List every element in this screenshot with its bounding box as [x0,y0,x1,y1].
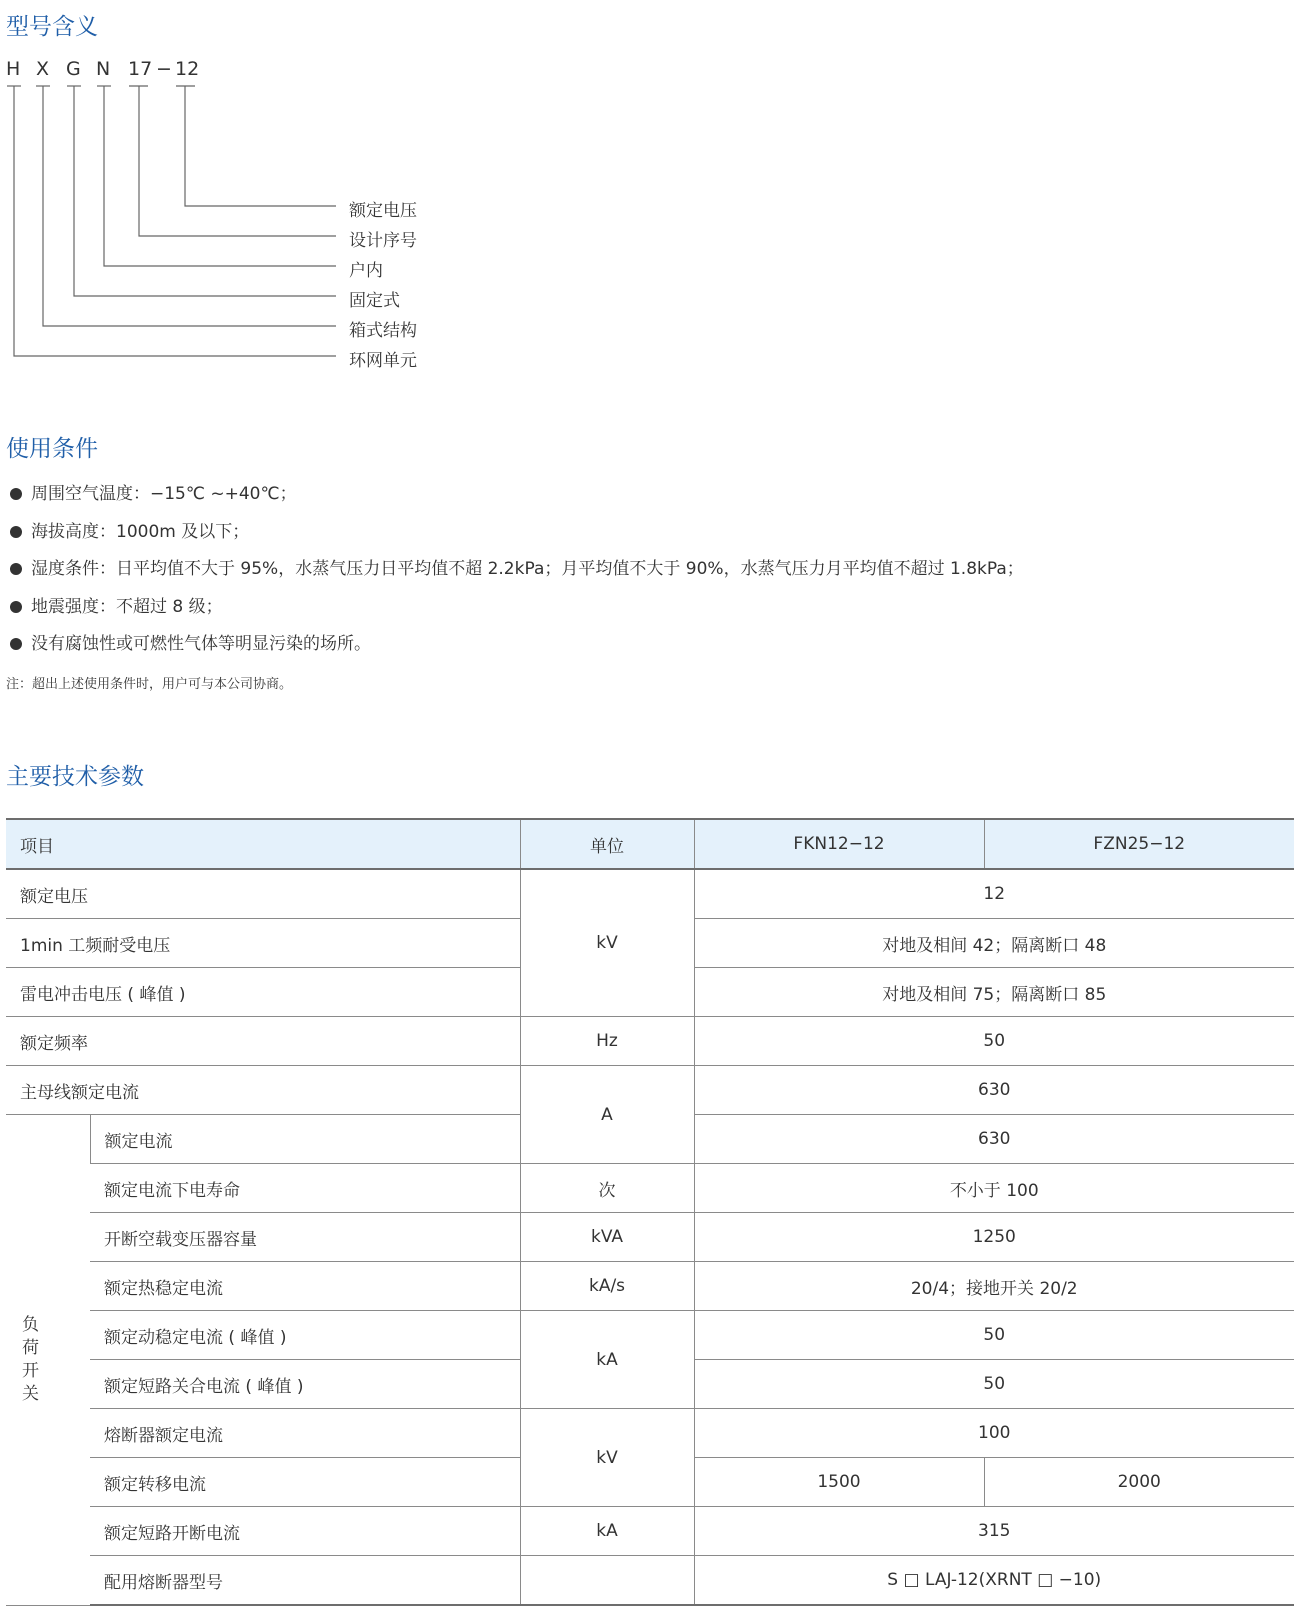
table-row [6,1213,1294,1262]
meaning-design-number: 设计序号 [349,231,417,251]
row-unit: kVA [520,1213,694,1262]
row-value: 1250 [694,1213,1294,1262]
params-table [6,818,1294,1606]
row-value: 50 [694,1360,1294,1409]
code-letter-g: G [66,58,81,80]
code-dash: − [156,58,172,80]
row-unit: Hz [520,1017,694,1066]
row-value-fzn: 2000 [984,1458,1294,1507]
bullet-icon [10,601,22,613]
row-item: 额定热稳定电流 [90,1262,520,1311]
model-code-leader-lines [0,0,360,370]
row-item: 配用熔断器型号 [90,1556,520,1606]
row-unit: kA [520,1507,694,1556]
meaning-rated-voltage: 额定电压 [349,201,417,221]
list-item [8,634,1024,672]
table-row [6,1262,1294,1311]
model-meaning-title: 型号含义 [6,14,98,40]
code-letter-h: H [6,58,21,80]
table-row [6,1409,1294,1458]
bullet-icon [10,488,22,500]
condition-text: 海拔高度：1000m 及以下； [31,521,250,542]
row-unit: kV [520,869,694,1017]
row-unit [520,1556,694,1606]
row-unit: kA [520,1311,694,1409]
row-value: 315 [694,1507,1294,1556]
row-value: 20/4；接地开关 20/2 [694,1262,1294,1311]
row-unit: kV [520,1409,694,1507]
header-model-fzn: FZN25−12 [984,819,1294,869]
code-voltage: 12 [175,58,200,80]
row-value: 50 [694,1017,1294,1066]
row-item: 额定动稳定电流 ( 峰值 ) [90,1311,520,1360]
row-value: 630 [694,1115,1294,1164]
table-row [6,1556,1294,1606]
row-item: 1min 工频耐受电压 [6,919,520,968]
row-value: 对地及相间 75；隔离断口 85 [694,968,1294,1017]
list-item [8,522,1024,560]
code-letter-n: N [96,58,111,80]
header-model-fkn: FKN12−12 [694,819,984,869]
group-label-text: 负荷开关 [22,1314,39,1404]
table-row [6,1311,1294,1360]
meaning-box-structure: 箱式结构 [349,321,417,341]
meaning-fixed-type: 固定式 [349,291,400,311]
code-letter-x: X [36,58,50,80]
list-item [8,484,1024,522]
row-value: 不小于 100 [694,1164,1294,1213]
row-item: 额定频率 [6,1017,520,1066]
row-item: 额定电流下电寿命 [90,1164,520,1213]
row-value: 12 [694,869,1294,919]
bullet-icon [10,638,22,650]
row-value: 630 [694,1066,1294,1115]
row-item: 额定电压 [6,869,520,919]
bullet-icon [10,526,22,538]
condition-text: 地震强度：不超过 8 级； [31,596,223,617]
list-item [8,597,1024,635]
conditions-list [8,484,1024,672]
row-item: 额定电流 [90,1115,520,1164]
table-row [6,1507,1294,1556]
header-unit: 单位 [520,819,694,869]
row-value: 100 [694,1409,1294,1458]
row-value: S □ LAJ-12(XRNT □ −10) [694,1556,1294,1606]
row-item: 开断空载变压器容量 [90,1213,520,1262]
header-item: 项目 [6,819,520,869]
row-unit: kA/s [520,1262,694,1311]
table-row [6,869,1294,919]
row-value-fkn: 1500 [694,1458,984,1507]
row-unit: 次 [520,1164,694,1213]
group-label-load-switch [6,1115,90,1606]
table-row [6,1017,1294,1066]
table-header-row [6,819,1294,869]
row-item: 熔断器额定电流 [90,1409,520,1458]
params-title: 主要技术参数 [6,764,144,790]
row-item: 主母线额定电流 [6,1066,520,1115]
table-row [6,1164,1294,1213]
code-design-no: 17 [128,58,153,80]
meaning-ring-main-unit: 环网单元 [349,351,417,371]
condition-text: 湿度条件：日平均值不大于 95%，水蒸气压力日平均值不超 2.2kPa；月平均值不大于 90%，水蒸气压力月平均值不超过 1.8kPa； [31,559,1024,579]
conditions-note: 注：超出上述使用条件时，用户可与本公司协商。 [6,677,293,692]
conditions-title: 使用条件 [6,436,98,462]
table-row [6,1066,1294,1115]
row-item: 额定转移电流 [90,1458,520,1507]
row-item: 额定短路关合电流 ( 峰值 ) [90,1360,520,1409]
meaning-indoor: 户内 [349,261,383,281]
condition-text: 周围空气温度：−15℃ ~+40℃； [31,484,297,504]
row-value: 50 [694,1311,1294,1360]
row-unit: A [520,1066,694,1164]
list-item [8,559,1024,597]
bullet-icon [10,563,22,575]
condition-text: 没有腐蚀性或可燃性气体等明显污染的场所。 [31,634,371,654]
row-value: 对地及相间 42；隔离断口 48 [694,919,1294,968]
row-item: 雷电冲击电压 ( 峰值 ) [6,968,520,1017]
row-item: 额定短路开断电流 [90,1507,520,1556]
